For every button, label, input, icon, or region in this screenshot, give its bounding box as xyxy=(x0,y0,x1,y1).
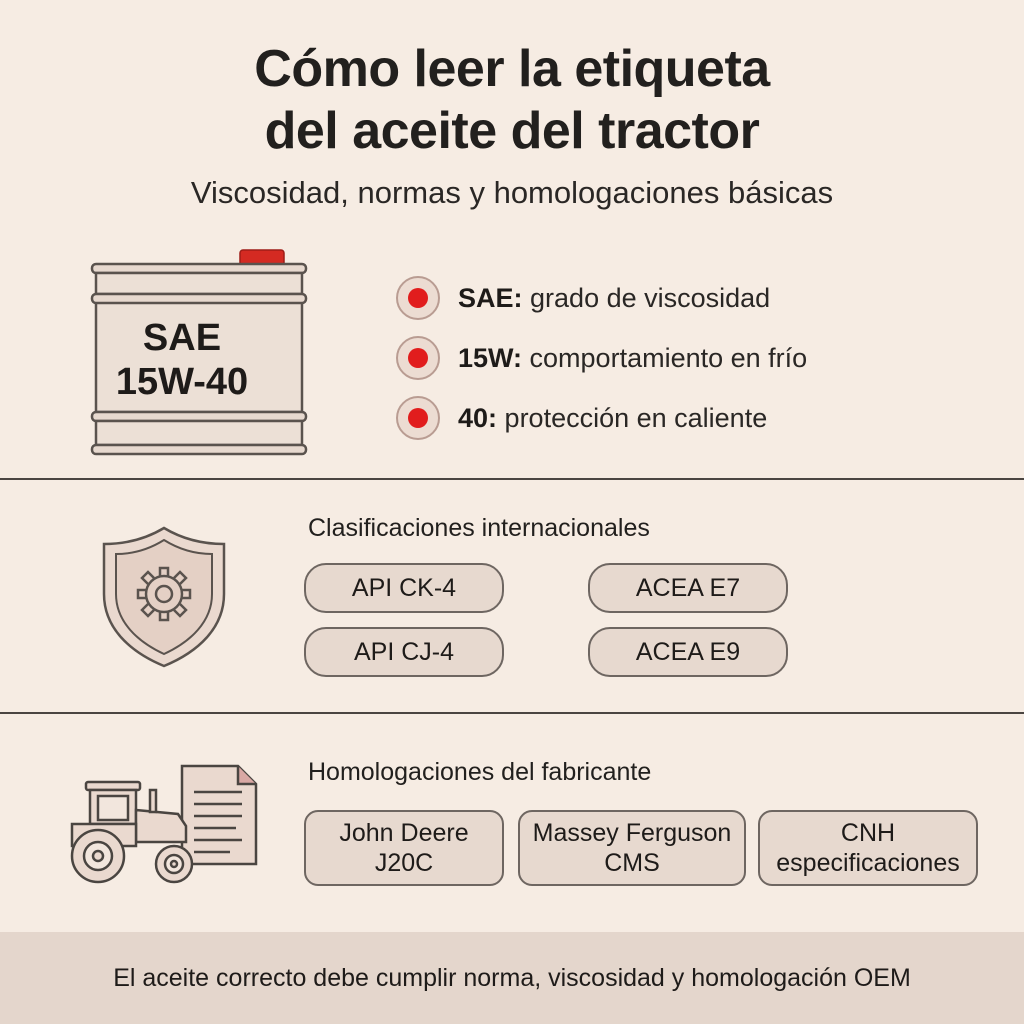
bullet-key: 15W xyxy=(458,342,514,373)
bullet-dot-icon xyxy=(396,396,440,440)
title-line-2: del aceite del tractor xyxy=(264,102,760,160)
oem-line-2: J20C xyxy=(374,849,434,877)
viscosity-list xyxy=(396,275,807,455)
can-label-line-1: SAE xyxy=(142,317,222,359)
bullet-dot-icon xyxy=(396,276,440,320)
classifications-heading: Clasificaciones internacionales xyxy=(308,514,650,542)
oem-line-2: CMS xyxy=(604,849,660,877)
shield-gear-icon xyxy=(100,524,228,670)
classification-pill: ACEA E9 xyxy=(588,627,788,677)
page-title xyxy=(0,38,1024,162)
footer-text: El aceite correcto debe cumplir norma, viscosidad y homologación OEM xyxy=(113,963,911,992)
bullet-text: grado de viscosidad xyxy=(522,282,771,313)
list-item: SAE: grado de viscosidad xyxy=(396,275,807,321)
oem-line-2: especificaciones xyxy=(776,849,960,877)
bullet-key: 40 xyxy=(458,402,489,433)
bullet-text: comportamiento en frío xyxy=(522,342,808,373)
oem-heading: Homologaciones del fabricante xyxy=(308,758,652,786)
can-label xyxy=(86,316,278,404)
title-line-1: Cómo leer la etiqueta xyxy=(254,40,770,98)
divider xyxy=(0,478,1024,480)
classification-pill: ACEA E7 xyxy=(588,563,788,613)
bullet-key: SAE xyxy=(458,282,514,313)
oem-line-1: Massey Ferguson xyxy=(532,819,732,847)
oem-pill xyxy=(518,810,746,886)
tractor-document-icon xyxy=(66,760,262,886)
classification-pill: API CK-4 xyxy=(304,563,504,613)
footer-banner xyxy=(0,932,1024,1024)
classification-pill: API CJ-4 xyxy=(304,627,504,677)
oem-line-1: John Deere xyxy=(339,819,469,847)
divider xyxy=(0,712,1024,714)
can-label-line-2: 15W-40 xyxy=(115,361,249,403)
oem-pill xyxy=(304,810,504,886)
bullet-text: protección en caliente xyxy=(497,402,768,433)
page-subtitle: Viscosidad, normas y homologaciones básicas xyxy=(190,175,834,210)
oem-line-1: CNH xyxy=(840,819,896,847)
list-item: 15W: comportamiento en frío xyxy=(396,335,807,381)
oem-pill xyxy=(758,810,978,886)
list-item: 40: protección en caliente xyxy=(396,395,807,441)
bullet-dot-icon xyxy=(396,336,440,380)
